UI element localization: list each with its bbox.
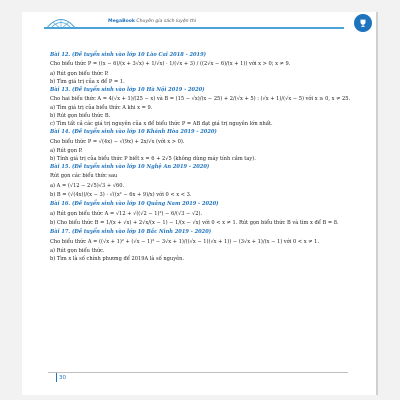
problem-14: [50, 129, 368, 162]
problem-part: a) Rút gọn biểu thức A = √12 + √((√2 − 1)²) − 6/(√3 − √2).: [50, 210, 203, 217]
problem-16: [50, 201, 368, 226]
problem-17: [50, 229, 368, 262]
problem-part: b) Cho biểu thức B = 1/(x + √x) + 2√x/(x − 1) − 1/(x − √x) với 0 < x ≠ 1. Rút gọn biểu thức B và tìm x để B = 8.: [50, 219, 339, 226]
page-number: 30: [59, 375, 66, 381]
problem-part: a) A = (√12 − 2√5)√3 + √60.: [50, 182, 125, 189]
problem-part: a) Rút gọn P.: [50, 147, 83, 154]
problem-part: b) Tính giá trị của biểu thức P biết x = 6 + 2√5 (không dùng máy tính cầm tay).: [50, 155, 256, 162]
problem-title: Bài 13. (Đề tuyển sinh vào lớp 10 Hà Nội 2019 - 2020): [50, 86, 205, 93]
brand-subtitle: Chuyên gia sách luyện thi: [136, 19, 197, 24]
footer-divider: [48, 372, 348, 373]
problem-title: Bài 14. (Đề tuyển sinh vào lớp 10 Khánh Hòa 2019 - 2020): [50, 129, 217, 136]
problem-part: a) Tìm giá trị của biểu thức A khi x = 9.: [50, 105, 153, 112]
page-header: [22, 12, 378, 34]
problem-12: [50, 52, 368, 85]
problem-title: Bài 15. (Đề tuyển sinh vào lớp 10 Nghệ An 2019 - 2020): [50, 163, 210, 170]
header-brand-line: [108, 19, 196, 24]
trophy-badge-icon: [354, 14, 372, 32]
problem-15: [50, 164, 368, 198]
problem-list: [50, 52, 368, 264]
problem-statement: Cho hai biểu thức A = 4(√x + 1)/(25 − x) và B = (15 − √x)/(x − 25) + 2/(√x + 5) : (√x + 1)/(√x − 5) với x ≥ 0, x ≠ 25.: [50, 95, 351, 102]
document-page: [22, 12, 378, 395]
problem-title: Bài 12. (Đề tuyển sinh vào lớp 10 Lào Cai 2018 - 2019): [50, 52, 207, 58]
problem-13: [50, 87, 368, 128]
page-number-marker: [56, 373, 57, 382]
problem-part: b) Tìm x là số chính phương để 2019A là số nguyên.: [50, 256, 184, 263]
problem-part: a) Rút gọn biểu thức P.: [50, 70, 109, 77]
problem-statement: Cho biểu thức P = ((x − 6)/(x + 3√x) + 1/√x) · 1/(√x + 3) / ((2√x − 6)/(x + 1)) với x > 0; x ≠ 9.: [50, 61, 291, 68]
problem-part: b) Tìm giá trị của x để P = 1.: [50, 78, 125, 85]
problem-part: c) Tìm tất cả các giá trị nguyên của x để biểu thức P = AB đạt giá trị nguyên lớn nhất.: [50, 121, 273, 128]
problem-part: b) B = (√(4x))/(x − 3) · √((x² − 6x + 9)/x) với 0 < x < 3.: [50, 191, 192, 198]
problem-statement: Cho biểu thức A = ((√x + 1)² + (√x − 1)² − 3√x + 1)/((√x − 1)(√x + 1)) − (3√x + 1)/(x − 1) với 0 < x ≠ 1.: [50, 238, 319, 245]
problem-statement: Rút gọn các biểu thức sau: [50, 173, 118, 180]
problem-title: Bài 17. (Đề tuyển sinh vào lớp 10 Bắc Ninh 2019 - 2020): [50, 229, 212, 236]
problem-part: a) Rút gọn biểu thức.: [50, 248, 105, 255]
problem-statement: Cho biểu thức P = √(4x) − √(9x) + 2x/√x (với x > 0).: [50, 138, 185, 145]
problem-part: b) Rút gọn biểu thức B.: [50, 113, 111, 120]
problem-title: Bài 16. (Đề tuyển sinh vào lớp 10 Quảng Nam 2019 - 2020): [50, 201, 219, 208]
header-divider: [44, 27, 344, 29]
brand-name: MegaBook: [108, 19, 135, 24]
